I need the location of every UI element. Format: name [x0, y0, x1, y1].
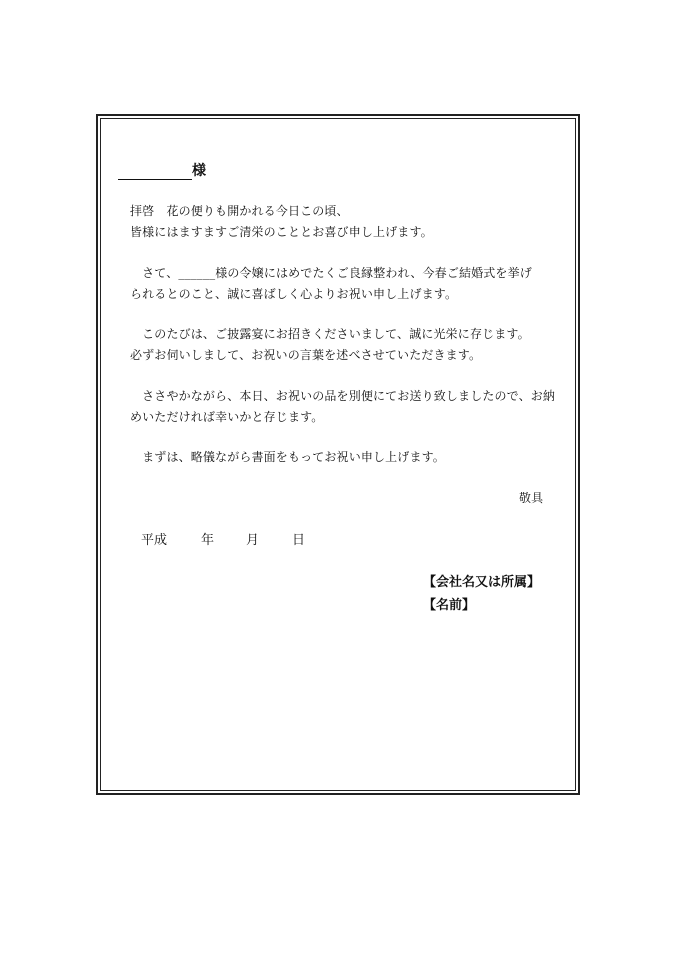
greeting-line-1: 拝啓 花の便りも開かれる今日この頃、	[130, 204, 349, 218]
date-day: 日	[292, 533, 306, 548]
greeting-line-2: 皆様にはますますご清栄のこととお喜び申し上げます。	[130, 225, 433, 239]
addressee-line	[118, 160, 206, 180]
paragraph-1-line-2: られるとのこと、誠に喜ばしく心よりお祝い申し上げます。	[130, 287, 458, 301]
paragraph-4-line-1: まずは、略儀ながら書面をもってお祝い申し上げます。	[130, 450, 445, 464]
addressee-suffix: 様	[192, 163, 206, 179]
closing-keigu: 敬具	[519, 491, 544, 505]
paragraph-2-line-1: このたびは、ご披露宴にお招きくださいまして、誠に光栄に存じます。	[130, 327, 530, 341]
paragraph-3-line-1: ささやかながら、本日、お祝いの品を別便にてお送り致しましたので、お納	[130, 389, 556, 403]
date-year: 年	[201, 533, 215, 548]
paragraph-3-line-2: めいただければ幸いかと存じます。	[130, 410, 324, 424]
date-era: 平成	[141, 533, 168, 548]
sender-company: 【会社名又は所属】	[423, 575, 541, 590]
addressee-blank	[118, 165, 192, 180]
sender-name: 【名前】	[423, 598, 476, 613]
date-month: 月	[246, 533, 260, 548]
paragraph-2-line-2: 必ずお伺いしまして、お祝いの言葉を述べさせていただきます。	[130, 348, 482, 362]
paragraph-1-line-1: さて、______様の令嬢にはめでたくご良縁整われ、今春ご結婚式を挙げ	[130, 266, 532, 280]
